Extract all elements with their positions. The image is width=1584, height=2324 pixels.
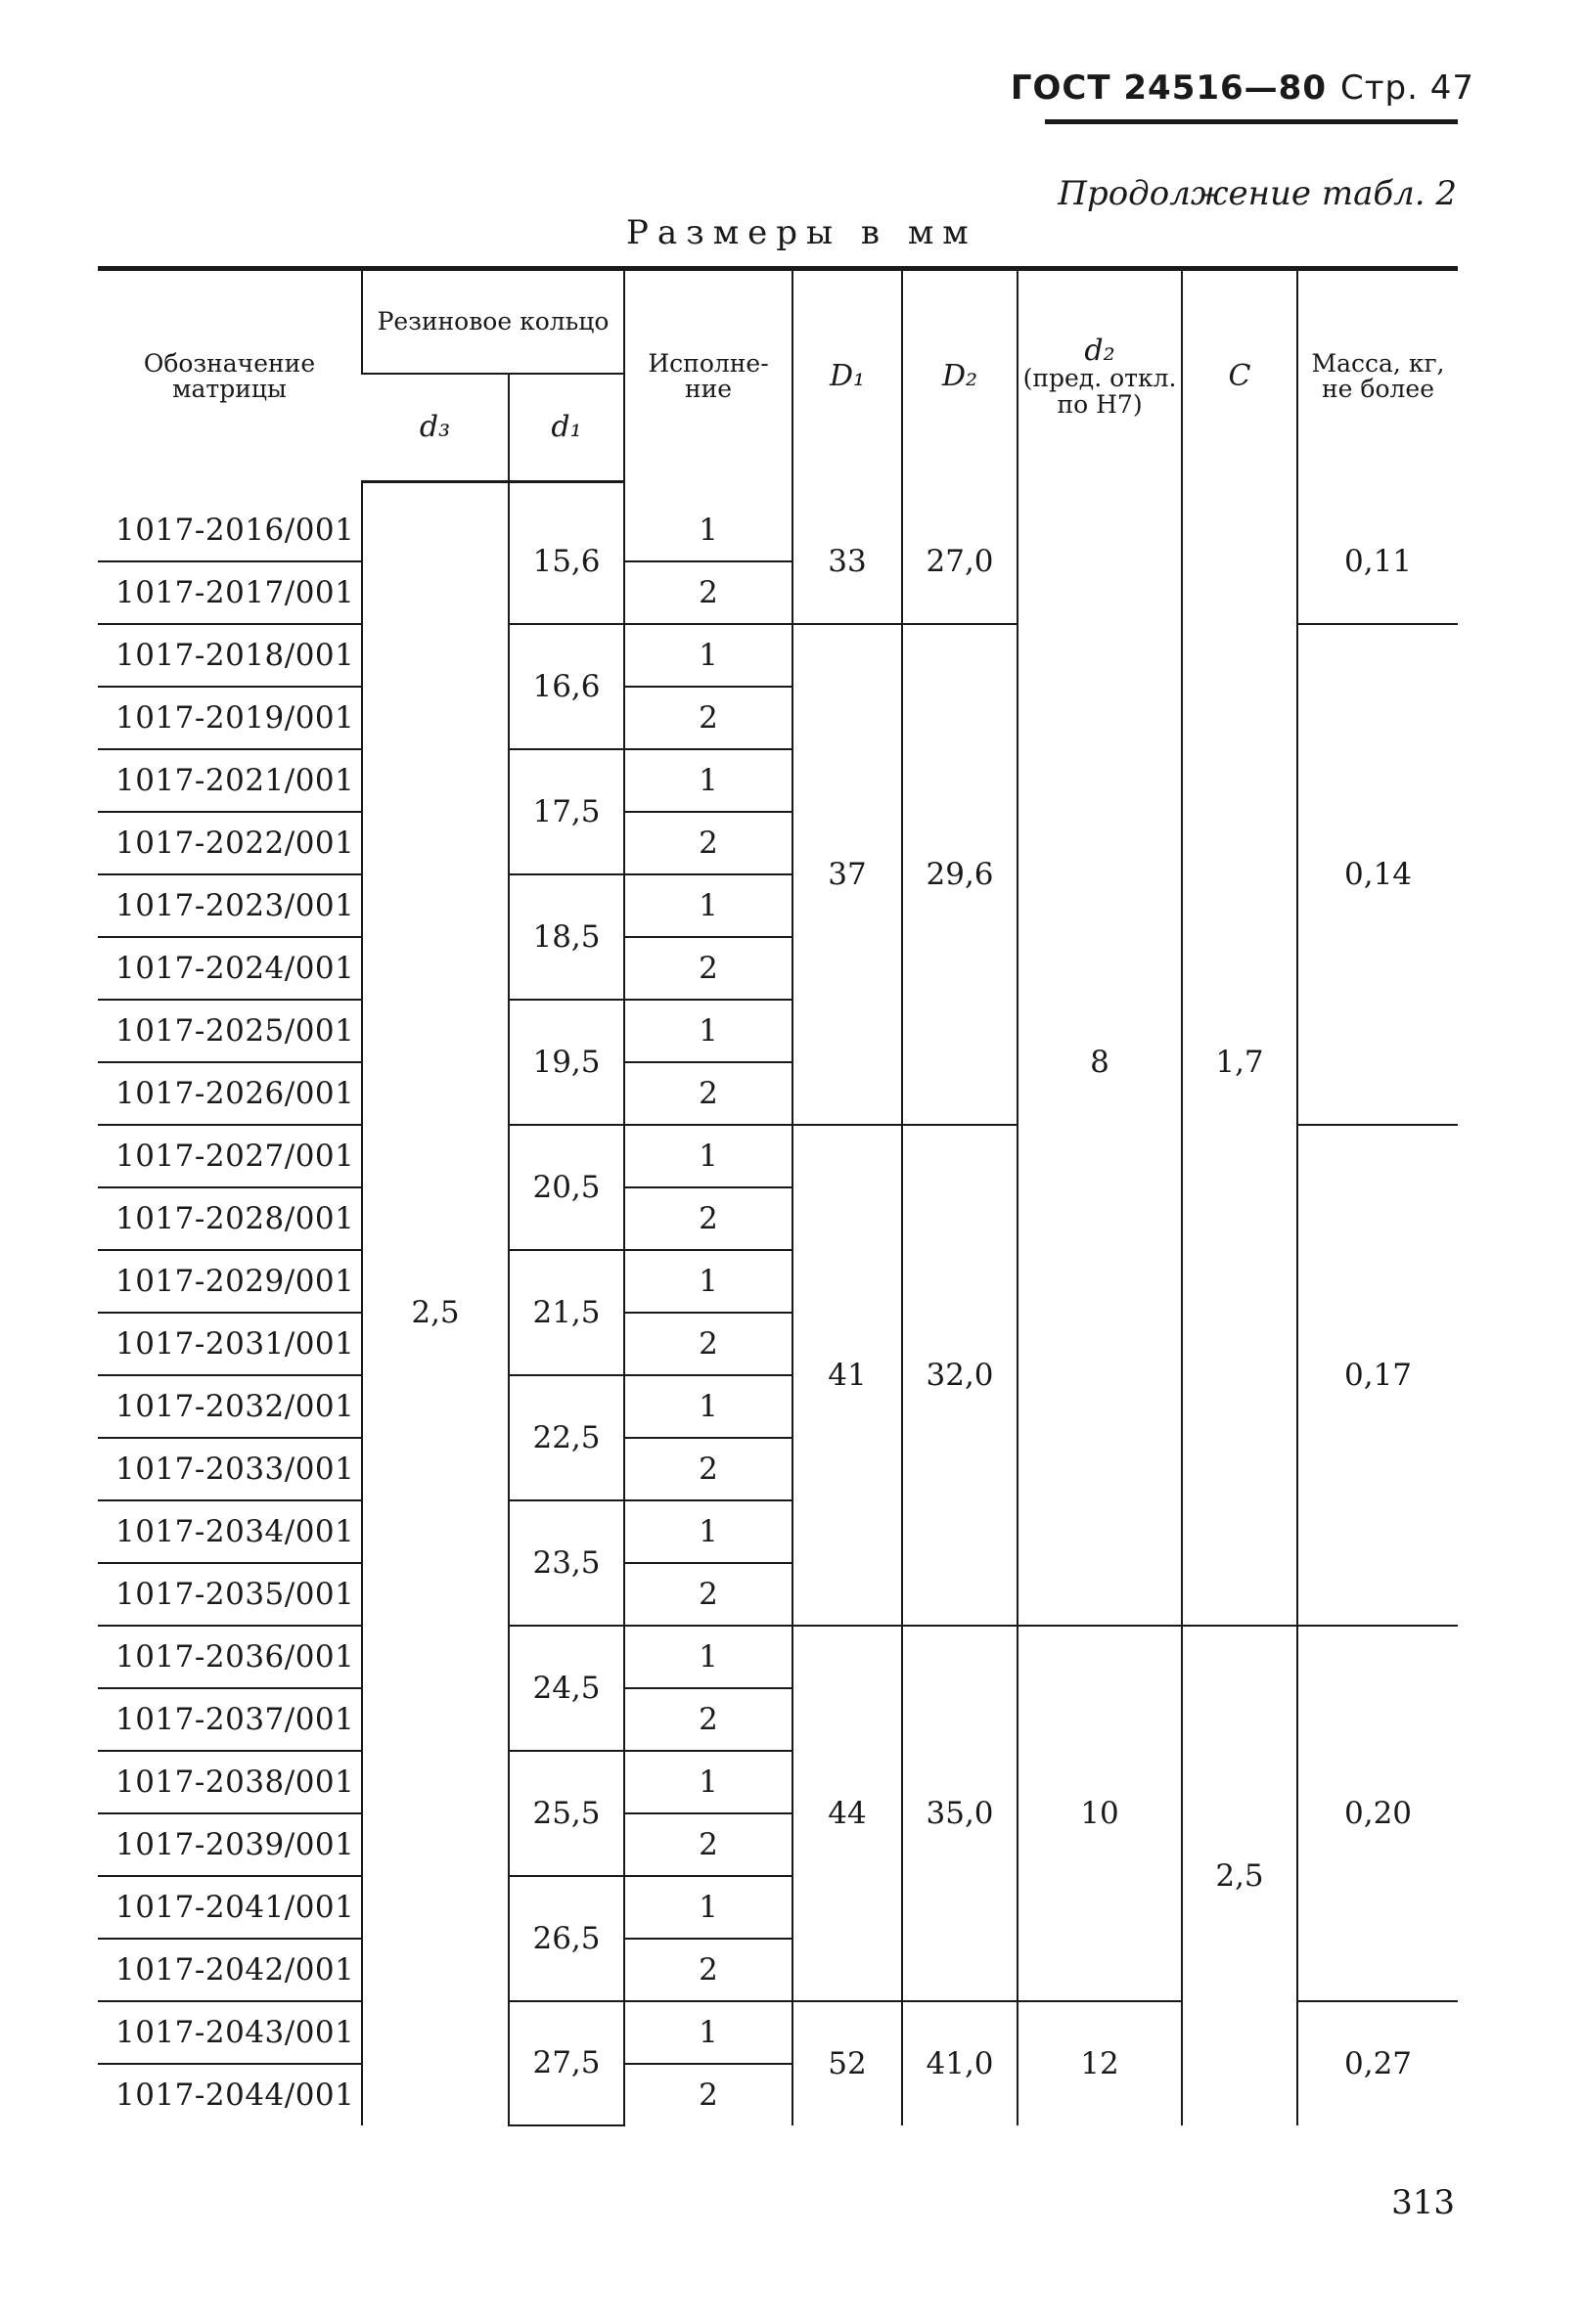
D2-cell: 27,0 [902,482,1018,624]
D2-cell: 29,6 [902,624,1018,1125]
d1-cell: 25,5 [509,1751,624,1876]
D2-cell: 35,0 [902,1626,1018,2001]
d2-cell: 8 [1018,482,1182,1626]
d3-cell: 2,5 [362,482,509,2125]
version-cell: 2 [624,1187,792,1250]
page-label: Стр. 47 [1339,68,1474,108]
col-designation: Обозначение матрицы [143,348,316,403]
D1-cell: 33 [792,482,902,624]
version-cell: 1 [624,1250,792,1313]
C-cell: 2,5 [1182,1626,1297,2125]
designation-cell: 1017-2019/001 [98,687,362,749]
version-cell: 1 [624,482,792,561]
designation-cell: 1017-2035/001 [98,1563,362,1626]
version-cell: 1 [624,874,792,937]
mass-cell: 0,11 [1297,482,1458,624]
designation-cell: 1017-2021/001 [98,749,362,812]
designation-cell: 1017-2039/001 [98,1813,362,1876]
version-cell: 2 [624,1939,792,2001]
version-cell: 2 [624,1062,792,1125]
version-cell: 1 [624,2001,792,2064]
header-rule [1045,119,1458,124]
designation-cell: 1017-2043/001 [98,2001,362,2064]
d1-cell: 22,5 [509,1375,624,1500]
version-cell: 1 [624,1876,792,1939]
d1-cell: 16,6 [509,624,624,749]
page-header [1011,68,1474,108]
designation-cell: 1017-2029/001 [98,1250,362,1313]
d1-cell: 15,6 [509,482,624,624]
designation-cell: 1017-2017/001 [98,561,362,624]
mass-cell: 0,27 [1297,2001,1458,2125]
version-cell: 1 [624,1000,792,1062]
d2-tolerance-note: (пред. откл. по Н7) [1022,364,1177,419]
designation-cell: 1017-2036/001 [98,1626,362,1688]
version-cell: 1 [624,624,792,687]
version-cell: 1 [624,1626,792,1688]
table-row [98,1626,1458,1688]
designation-cell: 1017-2033/001 [98,1438,362,1500]
col-d2: d₂ (пред. откл. по Н7) [1018,269,1182,482]
designation-cell: 1017-2023/001 [98,874,362,937]
designation-cell: 1017-2016/001 [98,482,362,561]
d1-cell: 17,5 [509,749,624,874]
designation-cell: 1017-2037/001 [98,1688,362,1751]
designation-cell: 1017-2038/001 [98,1751,362,1813]
version-cell: 1 [624,1500,792,1563]
designation-cell: 1017-2032/001 [98,1375,362,1438]
version-cell: 2 [624,687,792,749]
version-cell: 2 [624,812,792,874]
D1-cell: 44 [792,1626,902,2001]
designation-cell: 1017-2025/001 [98,1000,362,1062]
designation-cell: 1017-2022/001 [98,812,362,874]
mass-cell: 0,17 [1297,1125,1458,1626]
version-cell: 2 [624,2064,792,2125]
page-number: 313 [1391,2183,1455,2222]
designation-cell: 1017-2018/001 [98,624,362,687]
dimensions-table [98,266,1458,2126]
D1-cell: 41 [792,1125,902,1626]
col-version: Исполне-ние [624,269,792,482]
d1-cell: 19,5 [509,1000,624,1125]
designation-cell: 1017-2044/001 [115,2077,355,2113]
version-cell: 2 [624,1688,792,1751]
version-cell: 2 [624,1313,792,1375]
col-D1: D₁ [792,269,902,482]
version-cell: 1 [624,749,792,812]
mass-cell: 0,20 [1297,1626,1458,2001]
col-rubber-ring: Резиновое кольцо [362,269,624,375]
version-cell: 1 [624,1751,792,1813]
col-D2: D₂ [902,269,1018,482]
col-d1: d₁ [509,374,624,482]
mass-cell: 0,14 [1297,624,1458,1125]
d2-cell: 10 [1018,1626,1182,2001]
col-d3: d₃ [362,374,509,482]
dimensions-note: Размеры в мм [626,213,977,252]
d1-cell: 20,5 [509,1125,624,1250]
col-C: C [1182,269,1297,482]
version-cell: 2 [624,561,792,624]
col-mass: Масса, кг, не более [1297,269,1458,482]
D2-cell: 41,0 [902,2001,1018,2125]
d1-cell: 23,5 [509,1500,624,1626]
designation-cell: 1017-2028/001 [98,1187,362,1250]
version-cell: 2 [624,1563,792,1626]
standard-number: ГОСТ 24516—80 [1010,68,1327,108]
D1-cell: 37 [792,624,902,1125]
table-row [98,482,1458,561]
C-cell: 1,7 [1182,482,1297,1626]
version-cell: 2 [624,1438,792,1500]
designation-cell: 1017-2034/001 [98,1500,362,1563]
d1-cell: 24,5 [509,1626,624,1751]
designation-cell: 1017-2027/001 [98,1125,362,1187]
d1-cell: 27,5 [509,2001,624,2125]
d1-cell: 21,5 [509,1250,624,1375]
D2-cell: 32,0 [902,1125,1018,1626]
version-cell: 2 [624,1813,792,1876]
d1-cell: 26,5 [509,1876,624,2001]
designation-cell: 1017-2031/001 [98,1313,362,1375]
version-cell: 1 [624,1375,792,1438]
version-cell: 1 [624,1125,792,1187]
continuation-note: Продолжение табл. 2 [1058,174,1457,213]
d1-cell: 18,5 [509,874,624,1000]
d2-cell: 12 [1018,2001,1182,2125]
designation-cell: 1017-2042/001 [98,1939,362,2001]
version-cell: 2 [624,937,792,1000]
designation-cell: 1017-2041/001 [98,1876,362,1939]
designation-cell: 1017-2026/001 [98,1062,362,1125]
D1-cell: 52 [792,2001,902,2125]
designation-cell: 1017-2024/001 [98,937,362,1000]
